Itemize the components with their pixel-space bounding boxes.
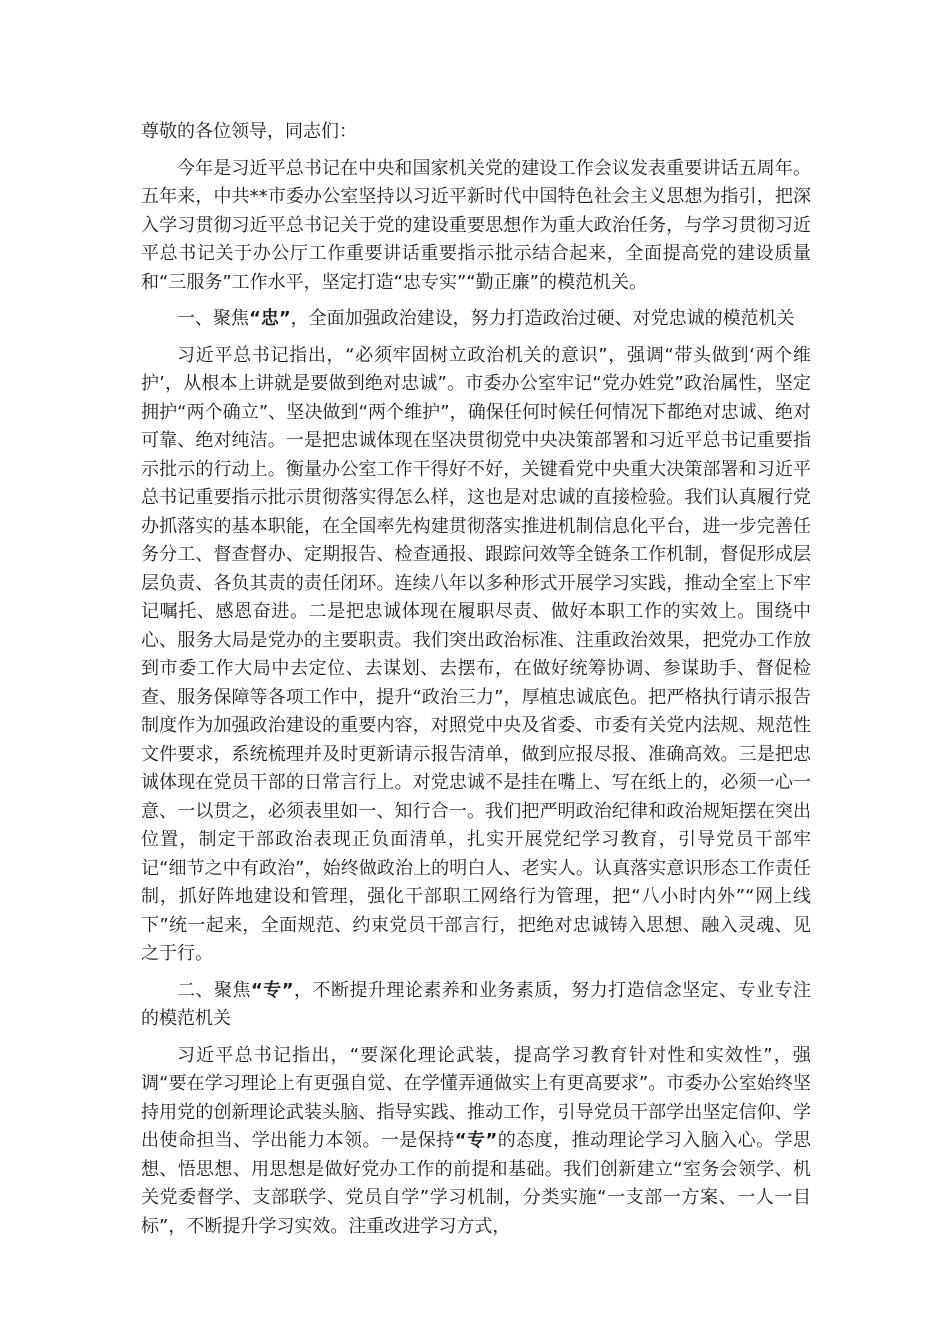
document-body: [141, 118, 811, 1249]
section-1-body: 习近平总书记指出，“必须牢固树立政治机关的意识”，强调“带头做到‘两个维护’，从根本上讲就是要做到绝对忠诚”。市委办公室牢记“党办姓党”政治属性，坚定拥护“两个确立”、坚决做到“两个维护”，确保任何时候任何情况下都绝对忠诚、绝对可靠、绝对纯洁。一是把忠诚体现在坚决贯彻党中央决策部署和习近平总书记重要指示批示的行动上。衡量办公室工作干得好不好，关键看党中央重大决策部署和习近平总书记重要指示批示贯彻落实得怎么样，这也是对忠诚的直接检验。我们认真履行党办抓落实的基本职能，在全国率先构建贯彻落实推进机制信息化平台，进一步完善任务分工、督查督办、定期报告、检查通报、跟踪问效等全链条工作机制，督促形成层层负责、各负其责的责任闭环。连续八年以多种形式开展学习实践，推动全室上下牢记嘱托、感恩奋进。二是把忠诚体现在履职尽责、做好本职工作的实效上。围绕中心、服务大局是党办的主要职责。我们突出政治标准、注重政治效果，把党办工作放到市委工作大局中去定位、去谋划、去摆布，在做好统筹协调、参谋助手、督促检查、服务保障等各项工作中，提升“政治三力”，厚植忠诚底色。把严格执行请示报告制度作为加强政治建设的重要内容，对照党中央及省委、市委有关党内法规、规范性文件要求，系统梳理并及时更新请示报告清单，做到应报尽报、准确高效。三是把忠诚体现在党员干部的日常言行上。对党忠诚不是挂在嘴上、写在纸上的，必须一心一意、一以贯之，必须表里如一、知行合一。我们把严明政治纪律和政治规矩摆在突出位置，制定干部政治表现正负面清单，扎实开展党纪学习教育，引导党员干部牢记“细节之中有政治”，始终做政治上的明白人、老实人。认真落实意识形态工作责任制，抓好阵地建设和管理，强化干部职工网络行为管理，把“八小时内外”“网上线下”统一起来，全面规范、约束党员干部言行，把绝对忠诚铸入思想、融入灵魂、见之于行。: [141, 344, 811, 964]
section-1-heading-keyword: “忠”: [249, 308, 291, 329]
section-2-heading-keyword: “专”: [250, 979, 294, 1001]
section-2-heading-suffix: ，不断提升理论素养和业务素质，努力打造信念坚定、专业专注的模范机关: [141, 979, 811, 1029]
section-2-body: [141, 1042, 811, 1242]
section-1-heading-suffix: ，全面加强政治建设，努力打造政治过硬、对党忠诚的模范机关: [290, 308, 795, 329]
section-2-heading: [141, 977, 811, 1034]
section-2-heading-prefix: 二、聚焦: [177, 979, 251, 1001]
section-2-body-part-2: 的态度，推动理论学习入脑入心。学思想、悟思想、用思想是做好党办工作的前提和基础。我们创新建立“室务会领学、机关党委督学、支部联学、党员自学”学习机制，分类实施“一支部一方案、一人一目标”，不断提升学习实效。注重改进学习方式，: [141, 1130, 812, 1237]
section-2-body-part-1: 习近平总书记指出，“要深化理论武装，提高学习教育针对性和实效性”，强调“要在学习理论上有更强自觉、在学懂弄通做实上有更高要求”。市委办公室始终坚持用党的创新理论武装头脑、指导实践、推动工作，引导党员干部学出坚定信仰、学出使命担当、学出能力本领。一是保持: [141, 1044, 811, 1151]
section-1-heading: [141, 305, 811, 334]
section-1-heading-prefix: 一、聚焦: [177, 308, 249, 329]
section-2-body-keyword: “专”: [454, 1130, 498, 1151]
salutation: 尊敬的各位领导，同志们：: [141, 121, 357, 142]
intro-paragraph: 今年是习近平总书记在中央和国家机关党的建设工作会议发表重要讲话五周年。五年来，中共**市委办公室坚持以习近平新时代中国特色社会主义思想为指引，把深入学习贯彻习近平总书记关于党的建设重要思想作为重大政治任务，与学习贯彻习近平总书记关于办公厅工作重要讲话重要指示批示结合起来，全面提高党的建设质量和“三服务”工作水平，坚定打造“忠专实”“勤正廉”的模范机关。: [141, 157, 811, 293]
